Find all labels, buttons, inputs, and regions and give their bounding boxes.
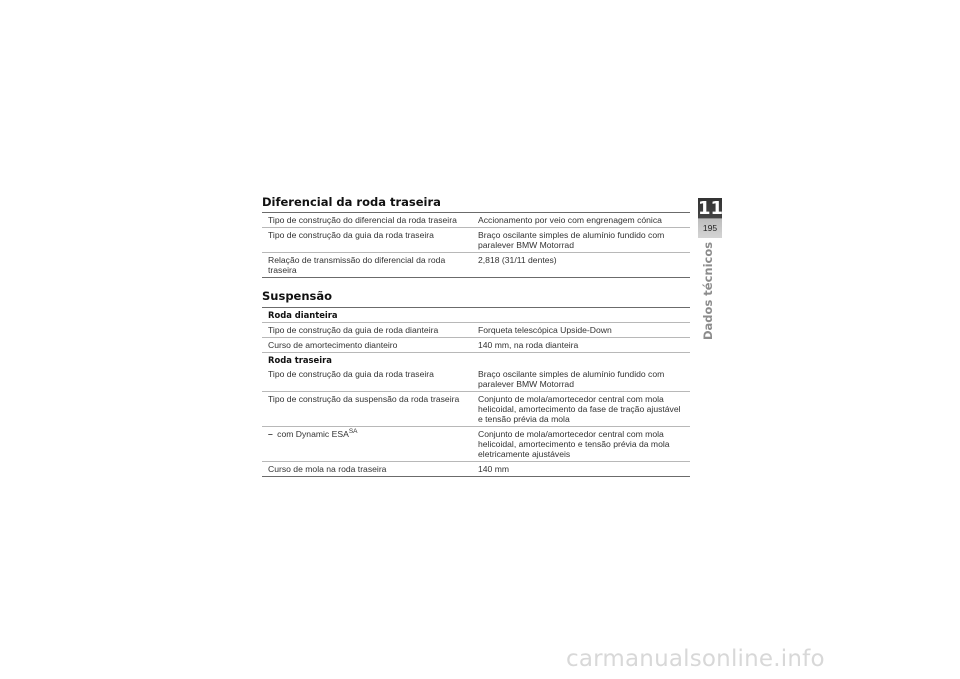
subheading-front-wheel: [262, 308, 690, 323]
row-value: Conjunto de mola/amortecedor central com mola helicoidal, amortecimento da fase de tração ajustável e tensão prévia da mola: [472, 392, 690, 427]
row-value: Forqueta telescópica Upside-Down: [472, 323, 690, 338]
optional-equipment-marker: SA: [348, 428, 358, 435]
table-row: [262, 323, 690, 338]
table-row: [262, 253, 690, 278]
row-label: Tipo de construção da guia da roda traseira: [262, 228, 472, 253]
suspension-table: [262, 307, 690, 477]
table-row: [262, 392, 690, 427]
row-value: 2,818 (31/11 dentes): [472, 253, 690, 278]
row-label: Tipo de construção do diferencial da roda traseira: [262, 213, 472, 228]
watermark: carmanualsonline.info: [566, 646, 825, 672]
technical-data-content: [262, 193, 690, 477]
row-value: 140 mm, na roda dianteira: [472, 338, 690, 353]
table-row: [262, 228, 690, 253]
chapter-tab: [698, 198, 722, 238]
row-value: Braço oscilante simples de alumínio fundido com paralever BMW Motorrad: [472, 228, 690, 253]
subheading-rear-wheel: [262, 353, 690, 368]
chapter-side-title: Dados técnicos: [701, 241, 715, 340]
row-label: Relação de transmissão do diferencial da roda traseira: [262, 253, 472, 278]
row-value: 140 mm: [472, 462, 690, 477]
table-row: [262, 213, 690, 228]
page-number: 195: [702, 223, 718, 233]
row-label: Tipo de construção da guia de roda dianteira: [262, 323, 472, 338]
row-label-esa: [262, 427, 472, 462]
subheading-label: Roda dianteira: [262, 308, 690, 323]
section-title-suspension: Suspensão: [262, 289, 333, 303]
row-label: Tipo de construção da suspensão da roda traseira: [262, 392, 472, 427]
row-label: Curso de mola na roda traseira: [262, 462, 472, 477]
table-row-dynamic-esa: [262, 427, 690, 462]
rear-differential-table: [262, 213, 690, 278]
subheading-label: Roda traseira: [268, 355, 332, 365]
row-value: Conjunto de mola/amortecedor central com mola helicoidal, amortecimento e tensão prévia da mola eletricamente ajustáveis: [472, 427, 690, 462]
row-label: Tipo de construção da guia da roda traseira: [262, 367, 472, 392]
section-title-rear-differential: Diferencial da roda traseira: [262, 193, 690, 213]
table-row: [262, 367, 690, 392]
table-row: [262, 462, 690, 477]
esa-label: com Dynamic ESA: [277, 429, 349, 439]
table-row: [262, 338, 690, 353]
row-value: Accionamento por veio com engrenagem cónica: [472, 213, 690, 228]
row-label: Curso de amortecimento dianteiro: [262, 338, 472, 353]
row-value: Braço oscilante simples de alumínio fundido com paralever BMW Motorrad: [472, 367, 690, 392]
dash-marker: –: [268, 429, 273, 439]
chapter-number: 11: [698, 198, 724, 219]
